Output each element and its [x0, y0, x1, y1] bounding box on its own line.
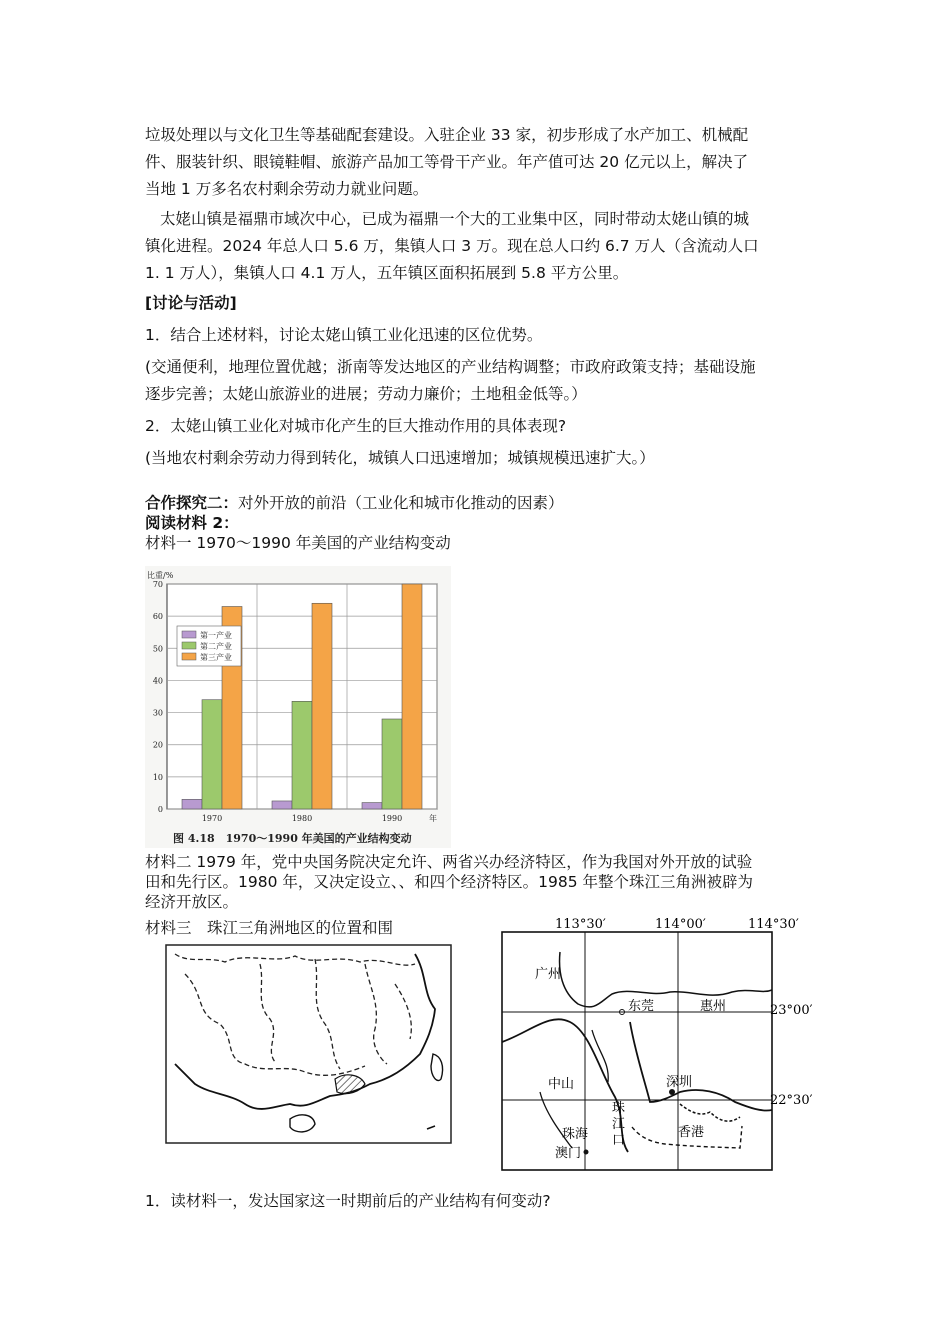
estuary-char-2: 江 — [612, 1117, 626, 1132]
paragraph-2 — [145, 206, 810, 287]
pearl-river-delta-map — [500, 912, 812, 1174]
chart-title: 图 4.18 1970～1990 年美国的产业结构变动 — [173, 832, 412, 845]
hainan-island — [290, 1115, 315, 1132]
material-1-title: 材料一 1970～1990 年美国的产业结构变动 — [145, 534, 451, 552]
bar-第一产业-1970 — [182, 799, 202, 809]
coop-text: 对外开放的前沿（工业化和城市化推动的因素） — [238, 494, 564, 512]
x-tick-label: 1980 — [291, 814, 313, 823]
material-2-line-3: 经济开放区。 — [145, 893, 239, 911]
estuary-char-1: 珠 — [612, 1101, 626, 1116]
coop-label: 合作探究二： — [145, 494, 239, 512]
legend-swatch — [182, 653, 196, 660]
question-1: 1．读材料一，发达国家这一时期前后的产业结构有何变动? — [145, 1192, 551, 1210]
lon-label-1: 113°30′ — [555, 917, 606, 932]
paragraph-1-line-1: 垃圾处理以与文化卫生等基础配套建设。入驻企业 33 家，初步形成了水产加工、机械配 — [145, 126, 749, 144]
paragraph-1 — [145, 122, 810, 203]
y-axis-label: 比重/% — [147, 571, 174, 580]
place-huizhou: 惠州 — [700, 999, 727, 1014]
paragraph-2-line-2: 镇化进程。2024 年总人口 5.6 万，集镇人口 3 万。现在总人口约 6.7 万人（含流动人口 — [145, 237, 759, 255]
place-macau: 澳门 — [555, 1146, 582, 1161]
place-guangzhou: 广州 — [535, 967, 562, 982]
lon-label-2: 114°00′ — [655, 917, 706, 932]
y-tick-label: 50 — [152, 644, 163, 654]
bar-第二产业-1980 — [292, 701, 312, 809]
discussion-answer-1-line-1: (交通便利，地理位置优越；浙南等发达地区的产业结构调整；市政府政策支持；基础设施 — [145, 358, 756, 376]
macau-dot — [584, 1150, 589, 1155]
bar-第三产业-1980 — [312, 603, 332, 809]
discussion-answer-2: (当地农村剩余劳动力得到转化，城镇人口迅速增加；城镇规模迅速扩大。） — [145, 449, 655, 467]
place-shenzhen: 深圳 — [666, 1075, 693, 1090]
x-tick-label: 1990 — [381, 814, 403, 823]
y-tick-label: 20 — [152, 740, 163, 750]
lon-label-3: 114°30′ — [748, 917, 799, 932]
discussion-question-2: 2．太姥山镇工业化对城市化产生的巨大推动作用的具体表现? — [145, 417, 567, 435]
x-axis-unit: 年 — [429, 814, 437, 823]
legend-label: 第一产业 — [200, 631, 232, 640]
chart-svg — [145, 566, 451, 848]
y-tick-label: 60 — [152, 612, 163, 622]
bar-第三产业-1990 — [402, 584, 422, 809]
material-2-line-1: 材料二 1979 年，党中央国务院决定允许、两省兴办经济特区，作为我国对外开放的试验 — [145, 853, 753, 871]
lat-label-2: 22°30′ — [770, 1093, 812, 1108]
y-tick-label: 40 — [152, 676, 163, 686]
y-tick-label: 30 — [152, 708, 163, 718]
discussion-question-1: 1．结合上述材料，讨论太姥山镇工业化迅速的区位优势。 — [145, 326, 543, 344]
place-dongguan: 东莞 — [628, 999, 655, 1014]
lat-label-1: 23°00′ — [770, 1003, 812, 1018]
place-zhongshan: 中山 — [548, 1077, 575, 1092]
legend-swatch — [182, 631, 196, 638]
bar-第一产业-1980 — [272, 801, 292, 809]
paragraph-2-line-1: 太姥山镇是福鼎市域次中心，已成为福鼎一个大的工业集中区，同时带动太姥山镇的城 — [160, 210, 750, 228]
legend-label: 第二产业 — [200, 642, 232, 651]
material-3-title: 材料三 珠江三角洲地区的位置和围 — [145, 919, 394, 937]
paragraph-2-line-3: 1. 1 万人），集镇人口 4.1 万人，五年镇区面积拓展到 5.8 平方公里。 — [145, 264, 629, 282]
place-hongkong: 香港 — [678, 1125, 705, 1140]
bar-第一产业-1990 — [362, 803, 382, 809]
legend-swatch — [182, 642, 196, 649]
material-2-line-2: 田和先行区。1980 年，又决定设立、、和四个经济特区。1985 年整个珠江三角洲被辟为 — [145, 873, 753, 891]
map-frame — [166, 945, 451, 1143]
reading-label: 阅读材料 2： — [145, 514, 239, 532]
discussion-answer-1-line-2: 逐步完善；太姥山旅游业的进展；劳动力廉价；土地租金低等。） — [145, 385, 587, 403]
place-zhuhai: 珠海 — [562, 1127, 589, 1142]
prd-map-svg — [500, 912, 812, 1174]
industry-structure-chart — [145, 566, 451, 848]
x-tick-label: 1970 — [201, 814, 223, 823]
y-tick-label: 70 — [152, 580, 163, 589]
discussion-section — [145, 290, 810, 472]
bar-第二产业-1990 — [382, 719, 402, 809]
bar-第二产业-1970 — [202, 700, 222, 809]
material-2 — [145, 852, 810, 912]
paragraph-1-line-2: 件、服装针织、眼镜鞋帽、旅游产品加工等骨干产业。年产值可达 20 亿元以上，解决了 — [145, 153, 749, 171]
y-tick-label: 0 — [157, 805, 163, 814]
paragraph-1-line-3: 当地 1 万多名农村剩余劳动力就业问题。 — [145, 180, 429, 198]
coop-section — [145, 493, 810, 553]
estuary-char-3: 口 — [612, 1133, 626, 1148]
discussion-heading: [讨论与活动] — [145, 294, 237, 312]
y-tick-label: 10 — [152, 772, 163, 782]
china-region-map — [165, 944, 452, 1144]
china-map-svg — [165, 944, 452, 1144]
legend-label: 第三产业 — [200, 653, 232, 662]
